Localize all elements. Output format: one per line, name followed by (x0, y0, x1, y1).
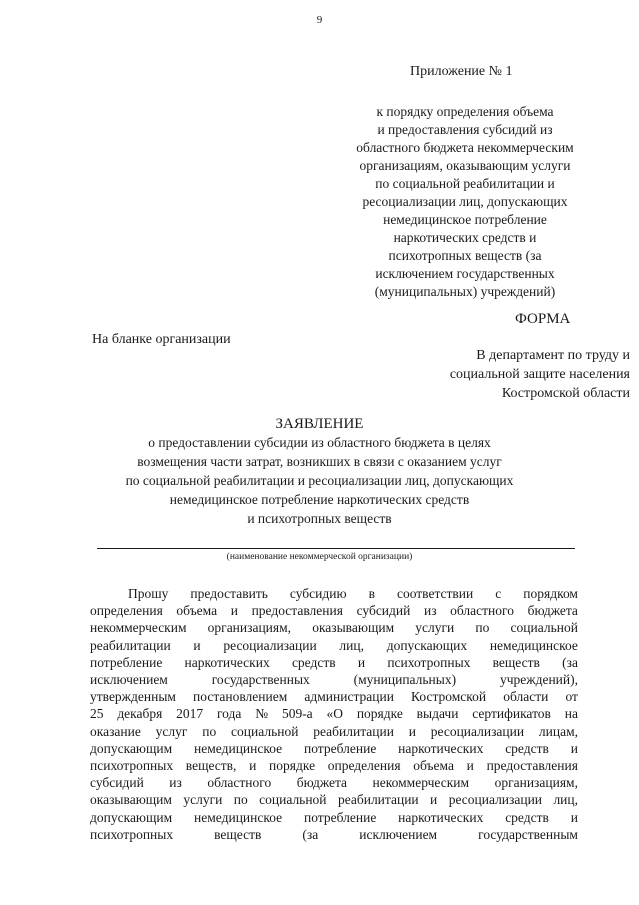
body-line (90, 637, 578, 654)
body-word: 2017 (176, 706, 204, 722)
body-word: порядке (269, 758, 316, 774)
body-word: психотропных (90, 758, 174, 774)
appendix-reference-line: наркотических средств и (393, 230, 537, 245)
appendix-reference-line: организациям, оказывающим услуги (359, 158, 571, 173)
body-line (90, 705, 578, 722)
body-word: (муниципальных) (353, 672, 457, 688)
body-word: выдачи (416, 706, 459, 722)
body-word: предоставления (251, 603, 343, 619)
body-word: допускающим (90, 740, 173, 756)
body-word: объема (413, 758, 454, 774)
body-word: из (423, 603, 437, 619)
body-word: субсидий (90, 775, 144, 791)
appendix-reference-line: немедицинское потребление (383, 212, 547, 227)
body-word: сертификатов (472, 706, 551, 722)
body-word: реабилитации (313, 723, 394, 739)
appendix-reference-line: к порядку определения объема (376, 104, 554, 119)
document-title: ЗАЯВЛЕНИЕ (275, 416, 364, 432)
body-word: соответствии (396, 586, 474, 601)
body-word: по (202, 723, 217, 739)
body-word: веществ (492, 654, 540, 670)
body-word: «О (326, 706, 343, 722)
body-word: веществ (214, 826, 262, 842)
body-line (90, 619, 578, 636)
body-line (90, 740, 578, 757)
body-word: оказывающим (90, 792, 172, 808)
body-word: лиц, (339, 637, 364, 653)
body-word: декабря (117, 706, 163, 722)
body-word: (за (562, 654, 578, 670)
body-word: и (430, 792, 438, 808)
body-word: лицам, (538, 723, 578, 739)
body-word: допускающим (90, 809, 173, 825)
body-word: администрации (304, 689, 394, 705)
body-word: социальной (510, 620, 578, 636)
body-word: наркотических (398, 740, 484, 756)
body-word: ресоциализации (448, 792, 543, 808)
body-word: допускающих (386, 637, 468, 653)
body-word: Прошу (128, 586, 169, 601)
body-word: потребление (90, 654, 163, 670)
body-line (90, 774, 578, 791)
body-word: исключением (359, 826, 438, 842)
body-word: реабилитации (337, 792, 419, 808)
body-word: из (169, 775, 182, 791)
body-word: областного (450, 603, 514, 619)
body-word: в (368, 586, 375, 601)
body-word: реабилитации (90, 637, 171, 653)
document-subtitle (0, 433, 639, 528)
body-word: психотропных (387, 654, 471, 670)
body-word: областного (207, 775, 272, 791)
body-word: средств (505, 809, 549, 825)
body-word: услуги (183, 792, 223, 808)
body-word: предоставления (486, 758, 578, 774)
body-word: государственным (478, 826, 578, 842)
body-line (90, 585, 578, 602)
body-word: субсидию (289, 586, 347, 601)
org-name-blank-line (97, 548, 575, 549)
appendix-reference-line: психотропных веществ (за (388, 248, 542, 263)
body-line (90, 654, 578, 671)
body-word: социальной (259, 792, 327, 808)
body-word: и (570, 740, 578, 756)
body-word: бюджета (296, 775, 348, 791)
appendix-reference-line: по социальной реабилитации и (375, 176, 555, 191)
recipient-line: В департамент по труду и (476, 348, 630, 363)
body-word: субсидий (356, 603, 411, 619)
body-word: порядке (356, 706, 403, 722)
org-name-caption: (наименование некоммерческой организации) (226, 552, 413, 562)
body-word: утвержденным (90, 689, 176, 705)
body-word: средств (505, 740, 549, 756)
body-word: предоставить (190, 586, 268, 601)
body-word: 25 (90, 706, 104, 722)
body-word: и (249, 758, 257, 774)
recipient-block (340, 346, 630, 403)
body-word: услуги (415, 620, 455, 636)
body-line (90, 723, 578, 740)
body-line (90, 757, 578, 774)
body-word: услуг (155, 723, 188, 739)
body-word: постановлением (193, 689, 288, 705)
appendix-reference-line: исключением государственных (375, 266, 555, 281)
body-line (90, 602, 578, 619)
body-word: организациям, (494, 775, 578, 791)
body-word: потребление (304, 740, 377, 756)
body-word: средств (291, 654, 336, 670)
body-line (90, 826, 578, 843)
body-word: исключением (90, 672, 168, 688)
body-word: организациям, (207, 620, 292, 636)
body-word: ресоциализации (223, 637, 317, 653)
body-word: бюджета (527, 603, 578, 619)
body-word: 509-а (281, 706, 313, 722)
appendix-reference-line: ресоциализации лиц, допускающих (362, 194, 568, 209)
body-word: ресоциализации (430, 723, 525, 739)
body-word: по (475, 620, 490, 636)
body-paragraph (90, 585, 578, 843)
body-word: веществ, (185, 758, 237, 774)
body-word: от (565, 689, 578, 705)
body-word: года (216, 706, 242, 722)
body-word: определения (90, 603, 163, 619)
letterhead-note: На бланке организации (92, 332, 231, 347)
body-word: некоммерческим (372, 775, 470, 791)
subtitle-line: и психотропных веществ (247, 511, 392, 526)
body-word: и (357, 654, 366, 670)
body-word: на (564, 706, 578, 722)
body-line (90, 688, 578, 705)
subtitle-line: немедицинское потребление наркотических средств (169, 492, 470, 507)
body-word: и (193, 637, 201, 653)
body-word: определения (327, 758, 401, 774)
appendix-reference-line: областного бюджета некоммерческим (356, 140, 574, 155)
body-word: наркотических (398, 809, 484, 825)
body-word: учреждений), (499, 672, 578, 688)
body-word: Костромской (411, 689, 487, 705)
appendix-reference (300, 103, 630, 301)
body-word: оказывающим (312, 620, 395, 636)
recipient-line: Костромской области (501, 386, 630, 401)
form-label: ФОРМА (515, 311, 571, 327)
body-word: порядком (523, 586, 578, 601)
body-word: по (233, 792, 248, 808)
body-word: области (503, 689, 549, 705)
appendix-title: Приложение № 1 (410, 64, 513, 79)
body-word: и (408, 723, 416, 739)
body-word: оказание (90, 723, 141, 739)
body-line (90, 791, 578, 808)
body-word: психотропных (90, 826, 174, 842)
body-word: № (255, 706, 269, 722)
body-word: и (230, 603, 238, 619)
body-line (90, 809, 578, 826)
subtitle-line: по социальной реабилитации и ресоциализации лиц, допускающих (125, 473, 514, 488)
body-word: немедицинское (194, 809, 283, 825)
body-word: объема (176, 603, 218, 619)
subtitle-line: возмещения части затрат, возникших в связи с оказанием услуг (137, 454, 502, 469)
body-word: наркотических (184, 654, 270, 670)
body-word: (за (302, 826, 319, 842)
body-word: лиц, (553, 792, 578, 808)
body-word: государственных (211, 672, 310, 688)
body-word: социальной (231, 723, 299, 739)
body-word: немедицинское (194, 740, 283, 756)
subtitle-line: о предоставлении субсидии из областного бюджета в целях (148, 435, 491, 450)
body-word: некоммерческим (90, 620, 187, 636)
body-word: немедицинское (489, 637, 578, 653)
body-word: и (466, 758, 474, 774)
appendix-reference-line: (муниципальных) учреждений) (374, 284, 556, 299)
body-word: и (570, 809, 578, 825)
body-word: с (495, 586, 502, 601)
appendix-reference-line: и предоставления субсидий из (377, 122, 553, 137)
page-number: 9 (316, 14, 323, 26)
body-line (90, 671, 578, 688)
body-word: потребление (304, 809, 377, 825)
recipient-line: социальной защите населения (449, 367, 630, 382)
